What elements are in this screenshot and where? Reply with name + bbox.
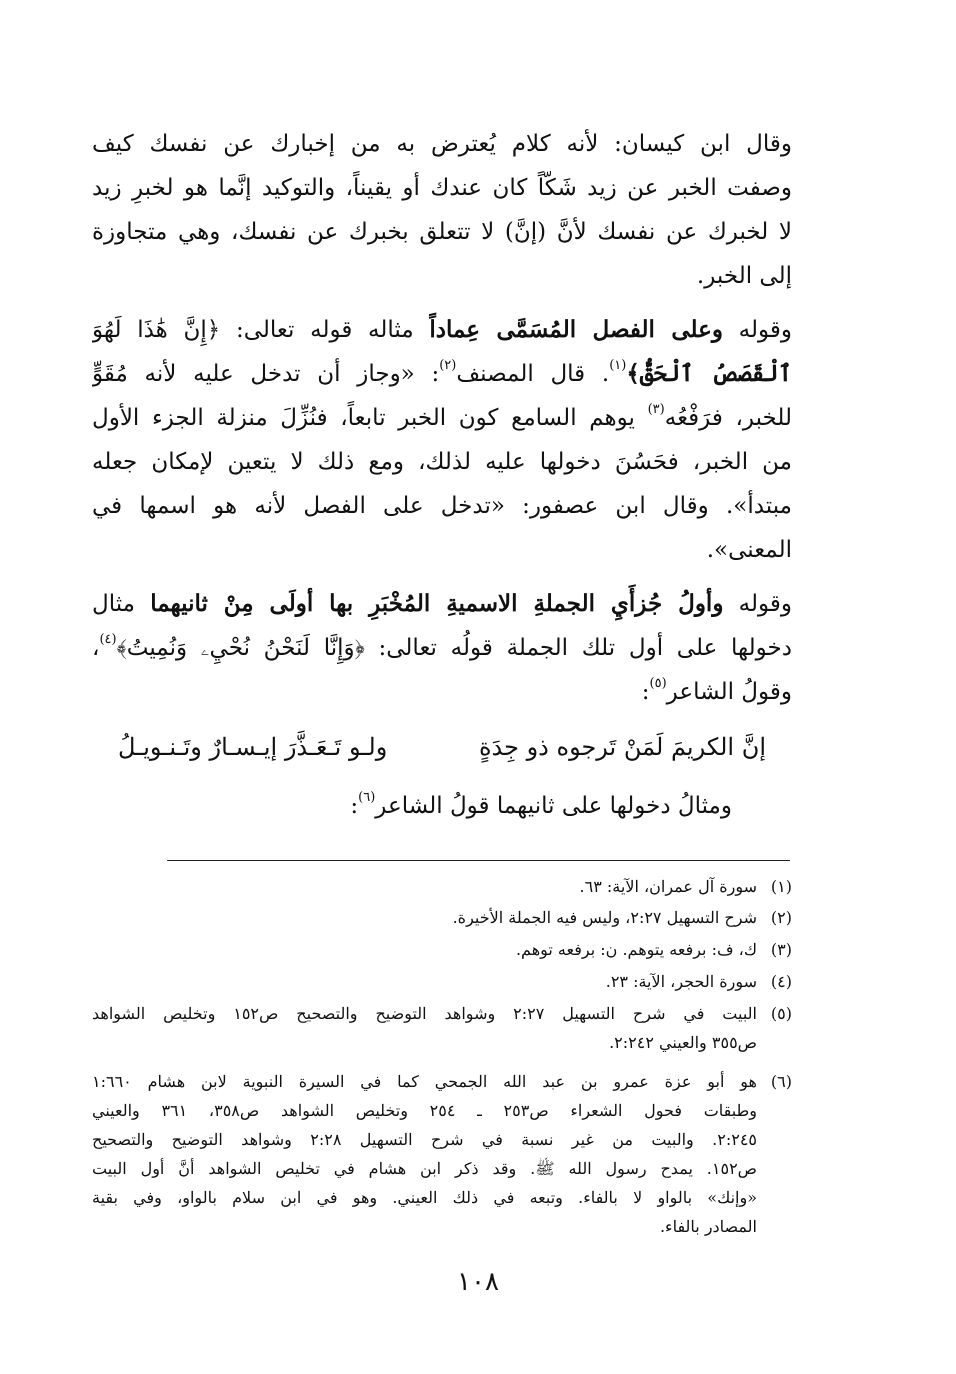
text-run: : bbox=[350, 793, 359, 819]
text-line bbox=[92, 626, 792, 670]
footnote-text: سورة آل عمران، الآية: ٦٣. bbox=[579, 877, 757, 896]
footnote-separator bbox=[167, 860, 790, 861]
text-line bbox=[92, 308, 792, 352]
footnote-number: (١) bbox=[770, 877, 792, 896]
text-line bbox=[92, 670, 792, 714]
text-line: مبتدأ». وقال ابن عصفور: «تدخل على الفصل لأنه هو اسمها في bbox=[92, 493, 792, 519]
footnote-text: المصادر بالفاء. bbox=[659, 1217, 757, 1236]
footnote-2 bbox=[92, 903, 792, 932]
text-run: وقوله bbox=[723, 591, 792, 617]
footnote-text: ك، ف: برفعه يتوهم. ن: برفعه توهم. bbox=[515, 940, 757, 959]
footnote-ref: (٤) bbox=[99, 632, 117, 648]
text-run: يوهم السامع كون الخبر تابعاً، فنُزِّلَ منزلة الجزء الأول bbox=[92, 405, 648, 431]
footnote-text: هو أبو عزة عمرو بن عبد الله الجمحي كما في السيرة النبوية لابن هشام ١:٦٦٠ bbox=[92, 1072, 757, 1091]
text-run: وقوله bbox=[722, 317, 792, 343]
footnote-number: (٥) bbox=[770, 1004, 792, 1023]
footnote-number: (٦) bbox=[770, 1072, 792, 1091]
text-run: ، bbox=[92, 635, 100, 661]
footnote-1 bbox=[92, 872, 792, 901]
text-run: : «وجاز أن تدخل عليه لأنه مُقَوٍّ bbox=[92, 361, 440, 387]
footnote-4 bbox=[92, 967, 792, 996]
footnote-ref: (١) bbox=[609, 358, 627, 374]
footnote-3 bbox=[92, 935, 792, 964]
footnote-number: (٤) bbox=[770, 972, 792, 991]
footnote-text: ص٣٥٥ والعيني ٢:٢٤٢. bbox=[609, 1033, 757, 1052]
text-run: وقولُ الشاعر bbox=[666, 679, 792, 705]
text-run: : bbox=[641, 679, 650, 705]
text-run: مثال bbox=[92, 591, 151, 617]
footnote-text: وطبقات فحول الشعراء ص٢٥٣ ـ ٢٥٤ وتخليص الشواهد ص٣٥٨، ٣٦١ والعيني bbox=[92, 1101, 758, 1120]
footnote-text: ص١٥٢. يمدح رسول الله ﷺ. وقد ذكر ابن هشام في تخليص الشواهد أنَّ أول البيت bbox=[92, 1159, 757, 1178]
text-line: لا لخبرك عن نفسك لأنَّ (إنَّ) لا تتعلق بخبرك عن نفسك، وهي متجاوزة bbox=[92, 219, 792, 245]
footnote-ref: (٣) bbox=[647, 402, 665, 418]
bold-term: وأولُ جُزأَيِ الجملةِ الاسميةِ المُخْبَرِ بها أولَى مِنْ ثانيهما bbox=[150, 590, 724, 617]
footnote-number: (٢) bbox=[770, 908, 792, 927]
text-line bbox=[92, 396, 792, 440]
footnote-ref: (٥) bbox=[649, 676, 667, 692]
text-run: مثاله قوله تعالى: ﴿إِنَّ هَٰذَا لَهُوَ bbox=[92, 317, 430, 343]
quran-quote: ٱلْقَصَصُ ٱلْحَقُّ﴾ bbox=[626, 360, 792, 387]
footnote-text: ٢:٢٤٥. والبيت من غير نسبة في شرح التسهيل ٢:٢٨ وشواهد التوضيح والتصحيح bbox=[92, 1130, 758, 1149]
footnote-text: شرح التسهيل ٢:٢٧، وليس فيه الجملة الأخيرة. bbox=[452, 908, 757, 927]
footnote-text: «وإنك» بالواو لا بالفاء. وتبعه في ذلك العيني. وهو في ابن سلام بالواو، وفي بقية bbox=[92, 1188, 757, 1207]
text-run: . قال المصنف bbox=[456, 361, 610, 387]
text-line bbox=[92, 352, 792, 396]
text-line: المعنى». bbox=[706, 537, 792, 563]
footnote-text: البيت في شرح التسهيل ٢:٢٧ وشواهد التوضيح والتصحيح ص١٥٢ وتخليص الشواهد bbox=[92, 1004, 757, 1023]
text-run: ومثالُ دخولها على ثانيهما قولُ الشاعر bbox=[375, 793, 732, 819]
footnote-6 bbox=[92, 1067, 792, 1241]
footnote-ref: (٦) bbox=[358, 790, 376, 806]
text-line: إلى الخبر. bbox=[696, 263, 792, 289]
footnote-ref: (٢) bbox=[439, 358, 457, 374]
footnote-number: (٣) bbox=[770, 940, 792, 959]
page-number: ١٠٨ bbox=[457, 1267, 499, 1297]
verse-first-hemistich: إنَّ الكريمَ لَمَنْ تَرجوه ذو جِدَةٍ bbox=[478, 733, 766, 761]
verse-second-hemistich: ولـو تَـعَـذَّرَ إيـسـارٌ وتَـنـويـلُ bbox=[118, 733, 388, 761]
text-line bbox=[92, 582, 792, 626]
main-text bbox=[92, 122, 792, 714]
text-run: دخولها على أول تلك الجملة قولُه تعالى: ﴿وَإِنَّا لَنَحْنُ نُحْيِۦ وَنُمِيتُ﴾ bbox=[116, 635, 792, 661]
text-line: من الخبر، فحَسُنَ دخولها عليه لذلك، ومع ذلك لا يتعين لإمكان جعله bbox=[92, 449, 792, 475]
text-line: وقال ابن كيسان: لأنه كلام يُعترض به من إخبارك عن نفسك كيف bbox=[92, 131, 792, 157]
footnote-text: سورة الحجر، الآية: ٢٣. bbox=[605, 972, 757, 991]
text-run: للخبر، فرَفْعُه bbox=[664, 405, 792, 431]
footnote-5 bbox=[92, 999, 792, 1057]
text-line: وصفت الخبر عن زيد شَكّاً كان عندك أو يقيناً، والتوكيد إنَّما هو لخبرِ زيد bbox=[92, 175, 792, 201]
text-line bbox=[350, 784, 732, 828]
bold-term: وعلى الفصل المُسَمَّى عِماداً bbox=[429, 316, 723, 343]
